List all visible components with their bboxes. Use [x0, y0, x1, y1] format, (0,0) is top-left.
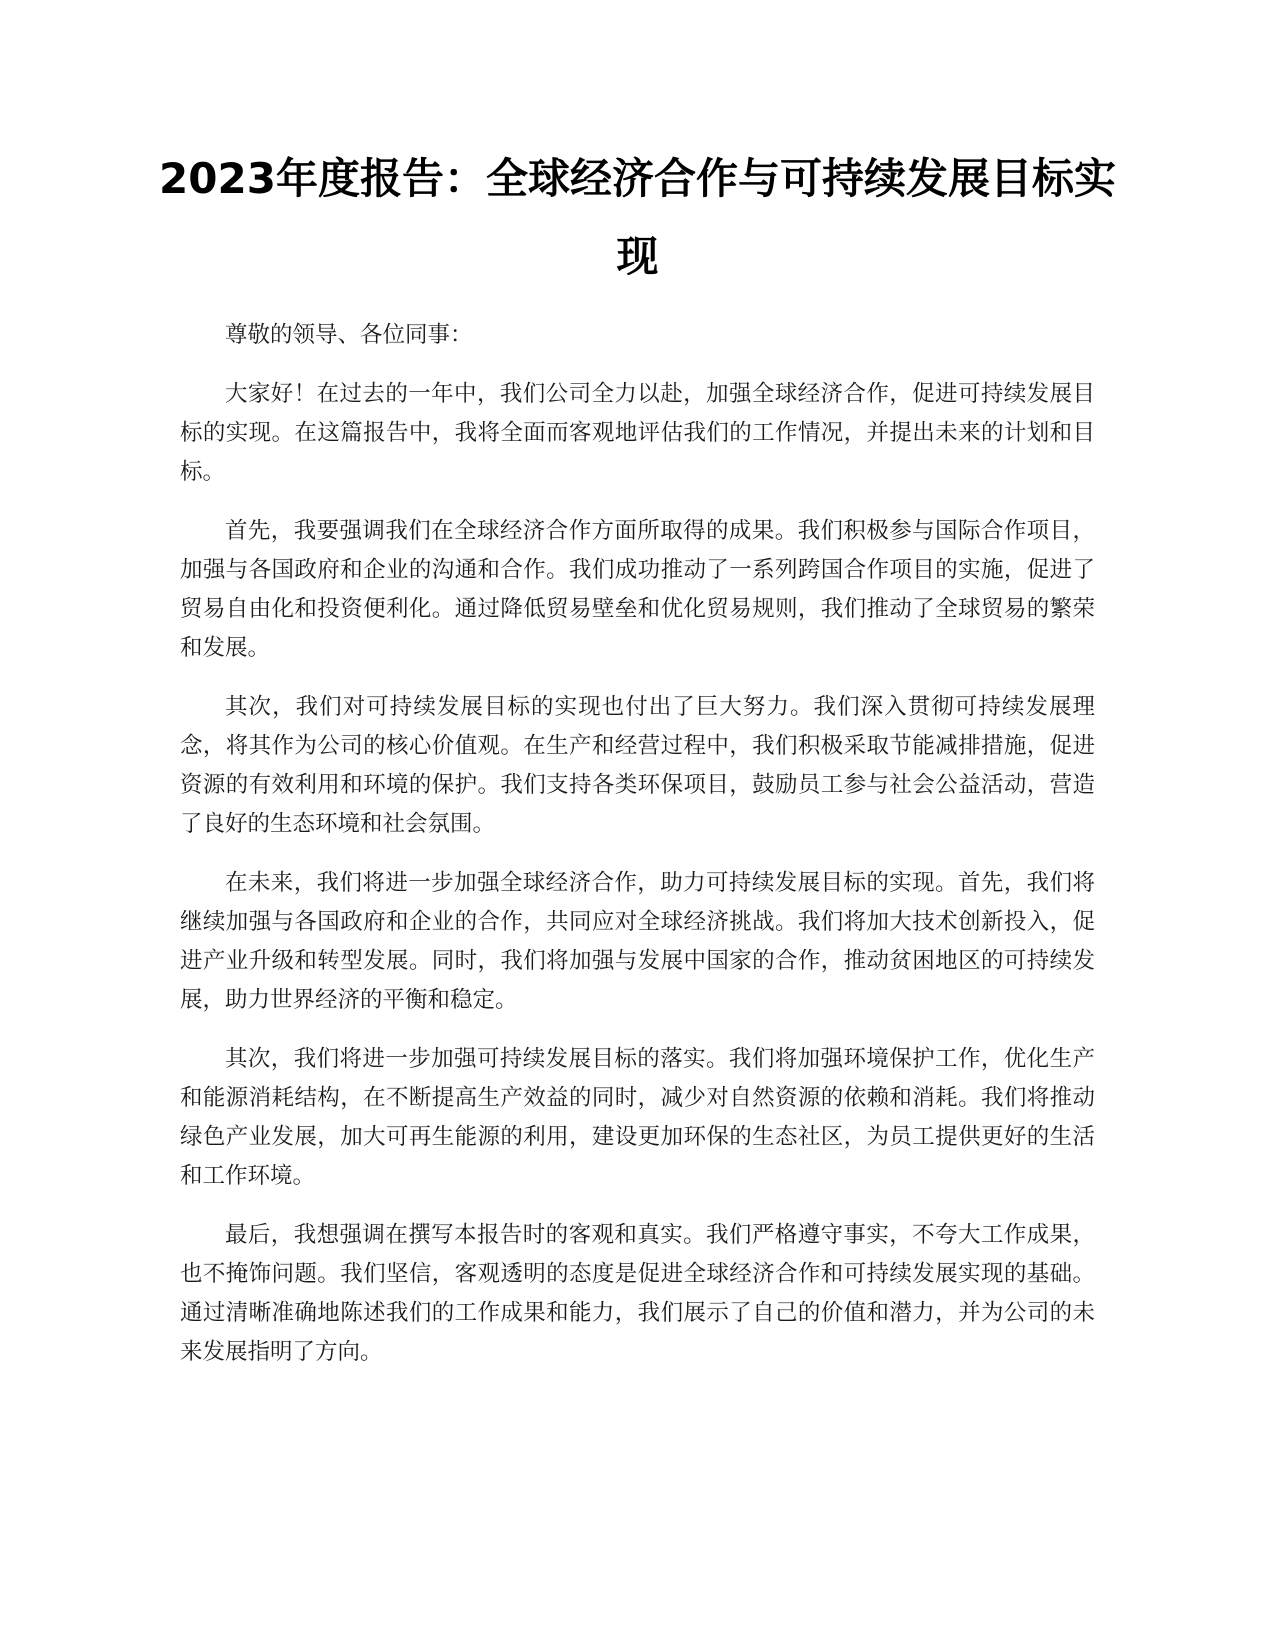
document-title: 2023年度报告：全球经济合作与可持续发展目标实现 [159, 154, 1116, 281]
paragraph: 在未来，我们将进一步加强全球经济合作，助力可持续发展目标的实现。首先，我们将继续加强与各国政府和企业的合作，共同应对全球经济挑战。我们将加大技术创新投入，促进产业升级和转型发展。同时，我们将加强与发展中国家的合作，推动贫困地区的可持续发展，助力世界经济的平衡和稳定。 [180, 870, 1095, 1013]
paragraph: 首先，我要强调我们在全球经济合作方面所取得的成果。我们积极参与国际合作项目，加强与各国政府和企业的沟通和合作。我们成功推动了一系列跨国合作项目的实施，促进了贸易自由化和投资便利化。通过降低贸易壁垒和优化贸易规则，我们推动了全球贸易的繁荣和发展。 [180, 518, 1095, 661]
paragraph: 其次，我们对可持续发展目标的实现也付出了巨大努力。我们深入贯彻可持续发展理念，将其作为公司的核心价值观。在生产和经营过程中，我们积极采取节能减排措施，促进资源的有效利用和环境的保护。我们支持各类环保项目，鼓励员工参与社会公益活动，营造了良好的生态环境和社会氛围。 [180, 694, 1095, 837]
paragraph: 其次，我们将进一步加强可持续发展目标的落实。我们将加强环境保护工作，优化生产和能源消耗结构，在不断提高生产效益的同时，减少对自然资源的依赖和消耗。我们将推动绿色产业发展，加大可再生能源的利用，建设更加环保的生态社区，为员工提供更好的生活和工作环境。 [180, 1046, 1095, 1189]
paragraph: 最后，我想强调在撰写本报告时的客观和真实。我们严格遵守事实，不夸大工作成果，也不掩饰问题。我们坚信，客观透明的态度是促进全球经济合作和可持续发展实现的基础。通过清晰准确地陈述我们的工作成果和能力，我们展示了自己的价值和潜力，并为公司的未来发展指明了方向。 [180, 1222, 1095, 1365]
paragraph: 大家好！在过去的一年中，我们公司全力以赴，加强全球经济合作，促进可持续发展目标的实现。在这篇报告中，我将全面而客观地评估我们的工作情况，并提出未来的计划和目标。 [180, 381, 1095, 485]
salutation: 尊敬的领导、各位同事： [225, 322, 473, 348]
document-body [180, 316, 1095, 1392]
